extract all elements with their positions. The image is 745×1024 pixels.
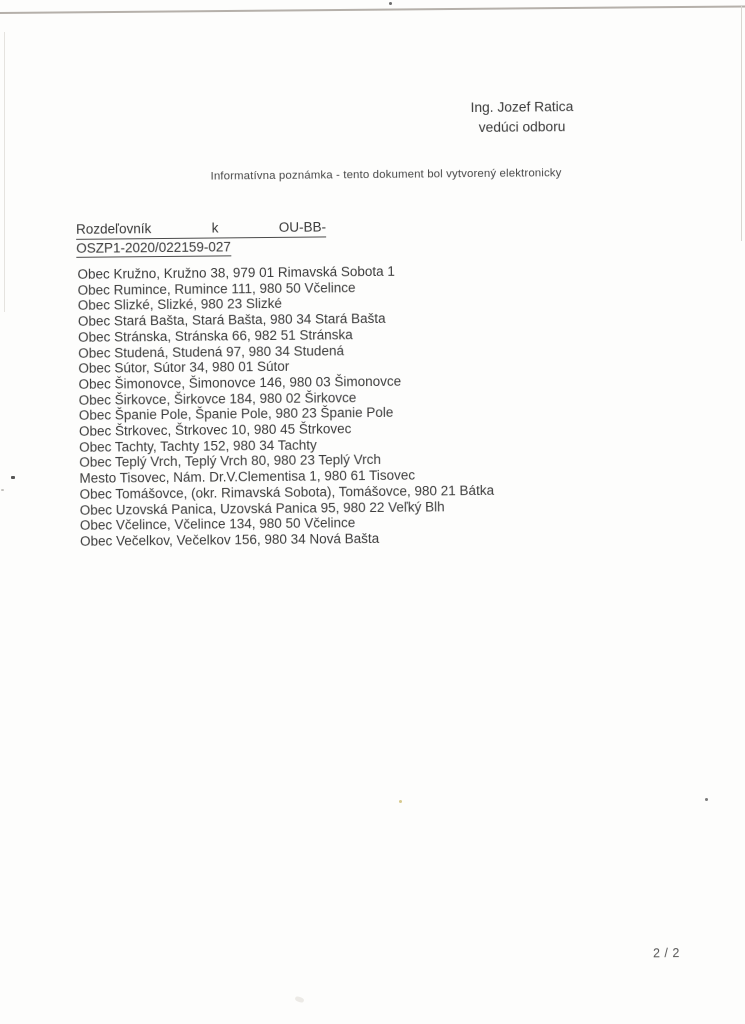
recipient-line: Obec Večelkov, Večelkov 156, 980 34 Nová Bašta	[79, 530, 380, 549]
recipient-line: Obec Studená, Studená 97, 980 34 Studená	[78, 342, 345, 361]
heading-line-1	[76, 219, 326, 239]
distribution-list-heading	[76, 219, 326, 257]
recipient-line: Obec Teplý Vrch, Teplý Vrch 80, 980 23 Teplý Vrch	[79, 452, 382, 471]
recipient-line: Obec Španie Pole, Španie Pole, 980 23 Španie Pole	[78, 405, 394, 424]
recipients-list	[77, 263, 494, 550]
heading-reference-number: OSZP1-2020/022159-027	[76, 239, 231, 256]
recipient-line: Obec Sútor, Sútor 34, 980 01 Sútor	[78, 359, 290, 377]
signatory-title: vedúci odboru	[478, 118, 566, 135]
electronic-document-note: Informatívna poznámka - tento dokument bol vytvorený elektronicky	[210, 167, 562, 183]
heading-word-ou-bb: OU-BB-	[278, 219, 327, 235]
recipient-line: Obec Stará Bašta, Stará Bašta, 980 34 Stará Bašta	[77, 310, 386, 329]
signatory-name: Ing. Jozef Ratica	[470, 99, 574, 116]
signature-block	[452, 97, 592, 137]
recipient-line: Obec Širkovce, Širkovce 184, 980 02 Širkovce	[78, 389, 357, 408]
heading-word-rozdelovnik: Rozdeľovník	[75, 221, 152, 237]
recipient-line: Obec Stránska, Stránska 66, 982 51 Stránska	[78, 326, 353, 345]
recipient-line: Obec Kružno, Kružno 38, 979 01 Rimavská Sobota 1	[77, 263, 395, 282]
recipient-line: Mesto Tisovec, Nám. Dr.V.Clementisa 1, 980 61 Tisovec	[79, 467, 416, 486]
recipient-line: Obec Tachty, Tachty 152, 980 34 Tachty	[79, 437, 317, 455]
recipient-line: Obec Rumince, Rumince 111, 980 50 Včelince	[77, 279, 356, 298]
page-number: 2 / 2	[652, 946, 680, 961]
recipient-line: Obec Slizké, Slizké, 980 23 Slizké	[77, 296, 282, 314]
recipient-line: Obec Uzovská Panica, Uzovská Panica 95, 980 22 Veľký Blh	[79, 498, 445, 518]
heading-word-k: k	[211, 220, 219, 236]
recipient-line: Obec Štrkovec, Štrkovec 10, 980 45 Štrkovec	[78, 421, 352, 439]
recipient-line: Obec Včelince, Včelince 134, 980 50 Včelince	[79, 515, 356, 534]
recipient-line: Obec Tomášovce, (okr. Rimavská Sobota), Tomášovce, 980 21 Bátka	[79, 482, 495, 502]
recipient-line: Obec Šimonovce, Šimonovce 146, 980 03 Šimonovce	[78, 373, 402, 392]
